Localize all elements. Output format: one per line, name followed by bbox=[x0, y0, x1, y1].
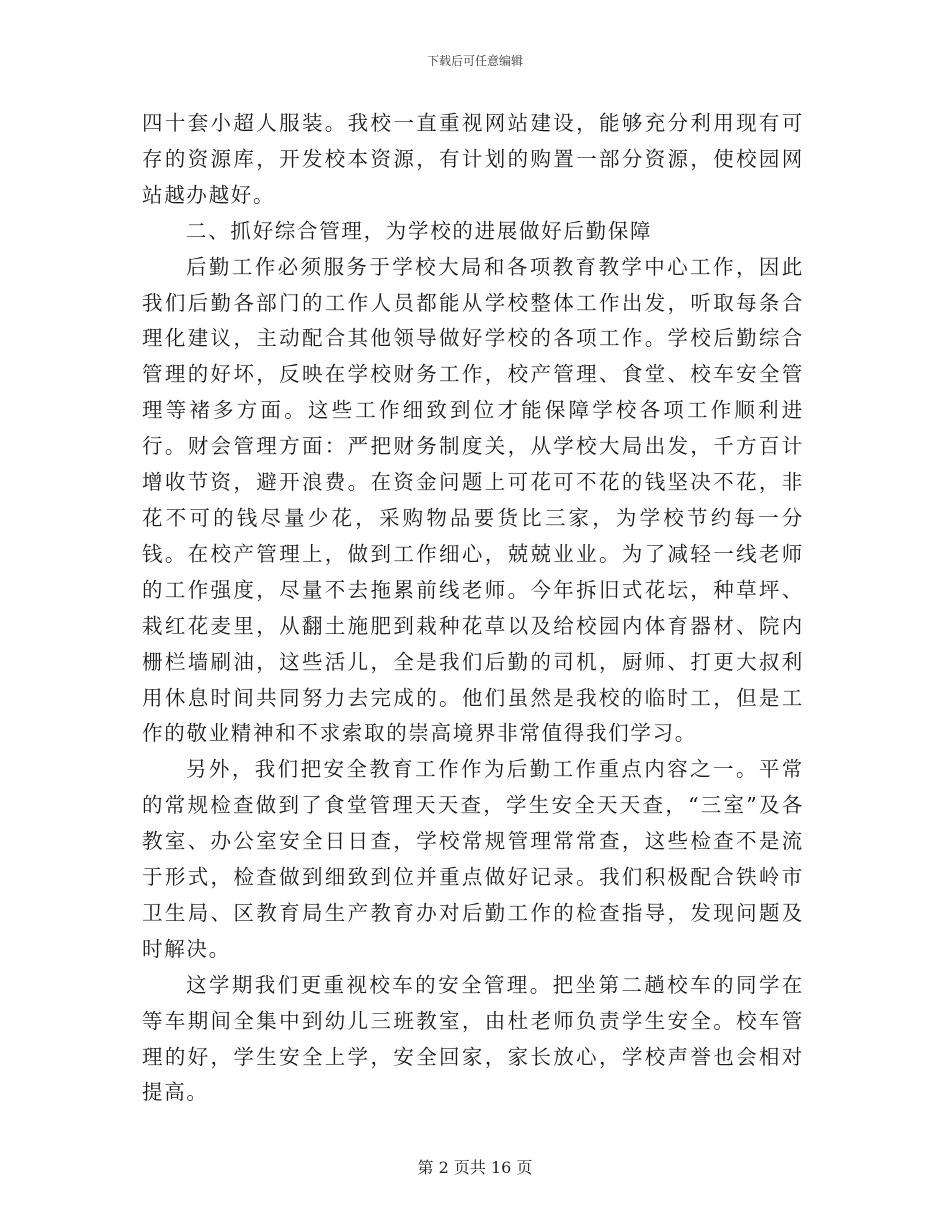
paragraph-4: 这学期我们更重视校车的安全管理。把坐第二趟校车的同学在等车期间全集中到幼儿三班教室，由杜老师负责学生安全。校车管理的好，学生安全上学，安全回家，家长放心，学校声誉也会相对提高。 bbox=[142, 972, 804, 1105]
paragraph-1: 四十套小超人服装。我校一直重视网站建设，能够充分利用现有可存的资源库，开发校本资源，有计划的购置一部分资源，使校园网站越办越好。 bbox=[142, 111, 804, 207]
paragraph-3: 另外，我们把安全教育工作作为后勤工作重点内容之一。平常的常规检查做到了食堂管理天天查，学生安全天天查，“三室”及各教室、办公室安全日日查，学校常规管理常常查，这些检查不是流于形式，检查做到细致到位并重点做好记录。我们积极配合铁岭市卫生局、区教育局生产教育办对后勤工作的检查指导，发现问题及时解决。 bbox=[142, 757, 804, 961]
document-body bbox=[142, 106, 804, 1111]
section-heading: 二、抓好综合管理，为学校的进展做好后勤保障 bbox=[186, 218, 653, 243]
page-footer: 第 2 页共 16 页 bbox=[417, 1158, 533, 1177]
paragraph-2: 后勤工作必须服务于学校大局和各项教育教学中心工作，因此我们后勤各部门的工作人员都能从学校整体工作出发，听取每条合理化建议，主动配合其他领导做好学校的各项工作。学校后勤综合管理的好坏，反映在学校财务工作，校产管理、食堂、校车安全管理等褚多方面。这些工作细致到位才能保障学校各项工作顺利进行。财会管理方面：严把财务制度关，从学校大局出发，千方百计增收节资，避开浪费。在资金问题上可花可不花的钱坚决不花，非花不可的钱尽量少花，采购物品要货比三家，为学校节约每一分钱。在校产管理上，做到工作细心，兢兢业业。为了减轻一线老师的工作强度，尽量不去拖累前线老师。今年拆旧式花坛，种草坪、栽红花麦里，从翻土施肥到栽种花草以及给校园内体育器材、院内栅栏墙刷油，这些活儿，全是我们后勤的司机，厨师、打更大叔利用休息时间共同努力去完成的。他们虽然是我校的临时工，但是工作的敬业精神和不求索取的崇高境界非常值得我们学习。 bbox=[142, 254, 804, 746]
page-header: 下载后可任意编辑 bbox=[426, 54, 523, 68]
